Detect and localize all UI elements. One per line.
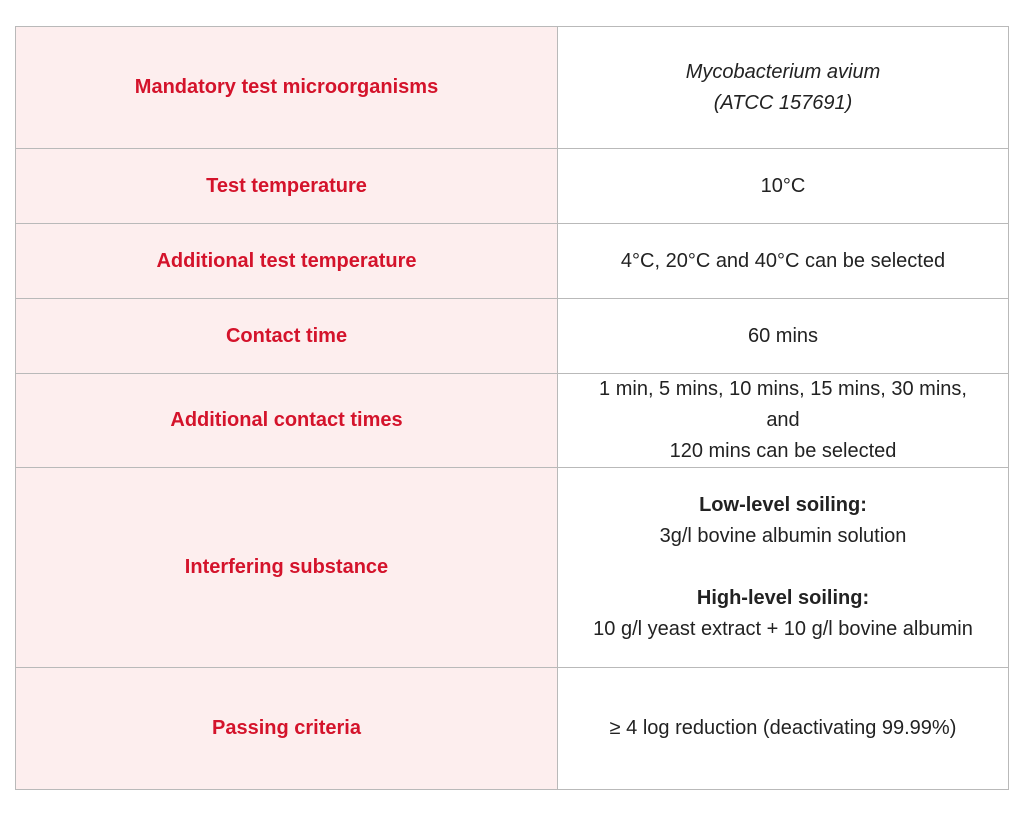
row-value: 4°C, 20°C and 40°C can be selected [558, 224, 1009, 299]
row-label: Interfering substance [16, 468, 558, 668]
row-label: Mandatory test microorganisms [16, 27, 558, 149]
organism-strain: (ATCC 157691) [713, 91, 853, 114]
row-value [558, 27, 1009, 149]
test-parameters-table [15, 26, 1009, 790]
row-value: ≥ 4 log reduction (deactivating 99.99%) [558, 668, 1009, 790]
high-level-soiling-heading: High-level soiling: [696, 587, 870, 609]
row-value: 60 mins [558, 299, 1009, 374]
high-level-soiling-text: 10 g/l yeast extract + 10 g/l bovine albumin [593, 618, 973, 640]
contact-times-line-2: 120 mins can be selected [669, 440, 897, 462]
low-level-soiling-text: 3g/l bovine albumin solution [659, 525, 907, 547]
spacer [580, 552, 986, 583]
table-row [16, 27, 1009, 149]
table-row [16, 149, 1009, 224]
row-label: Additional contact times [16, 374, 558, 468]
table-row [16, 224, 1009, 299]
row-label: Test temperature [16, 149, 558, 224]
organism-name: Mycobacterium avium [685, 60, 881, 83]
row-value [558, 374, 1009, 468]
row-label: Passing criteria [16, 668, 558, 790]
row-value: 10°C [558, 149, 1009, 224]
row-label: Additional test temperature [16, 224, 558, 299]
table-row [16, 468, 1009, 668]
row-label: Contact time [16, 299, 558, 374]
table-row [16, 374, 1009, 468]
low-level-soiling-heading: Low-level soiling: [699, 494, 867, 516]
table-row [16, 668, 1009, 790]
contact-times-line-1: 1 min, 5 mins, 10 mins, 15 mins, 30 mins, and [599, 378, 967, 431]
row-value [558, 468, 1009, 668]
table-row [16, 299, 1009, 374]
